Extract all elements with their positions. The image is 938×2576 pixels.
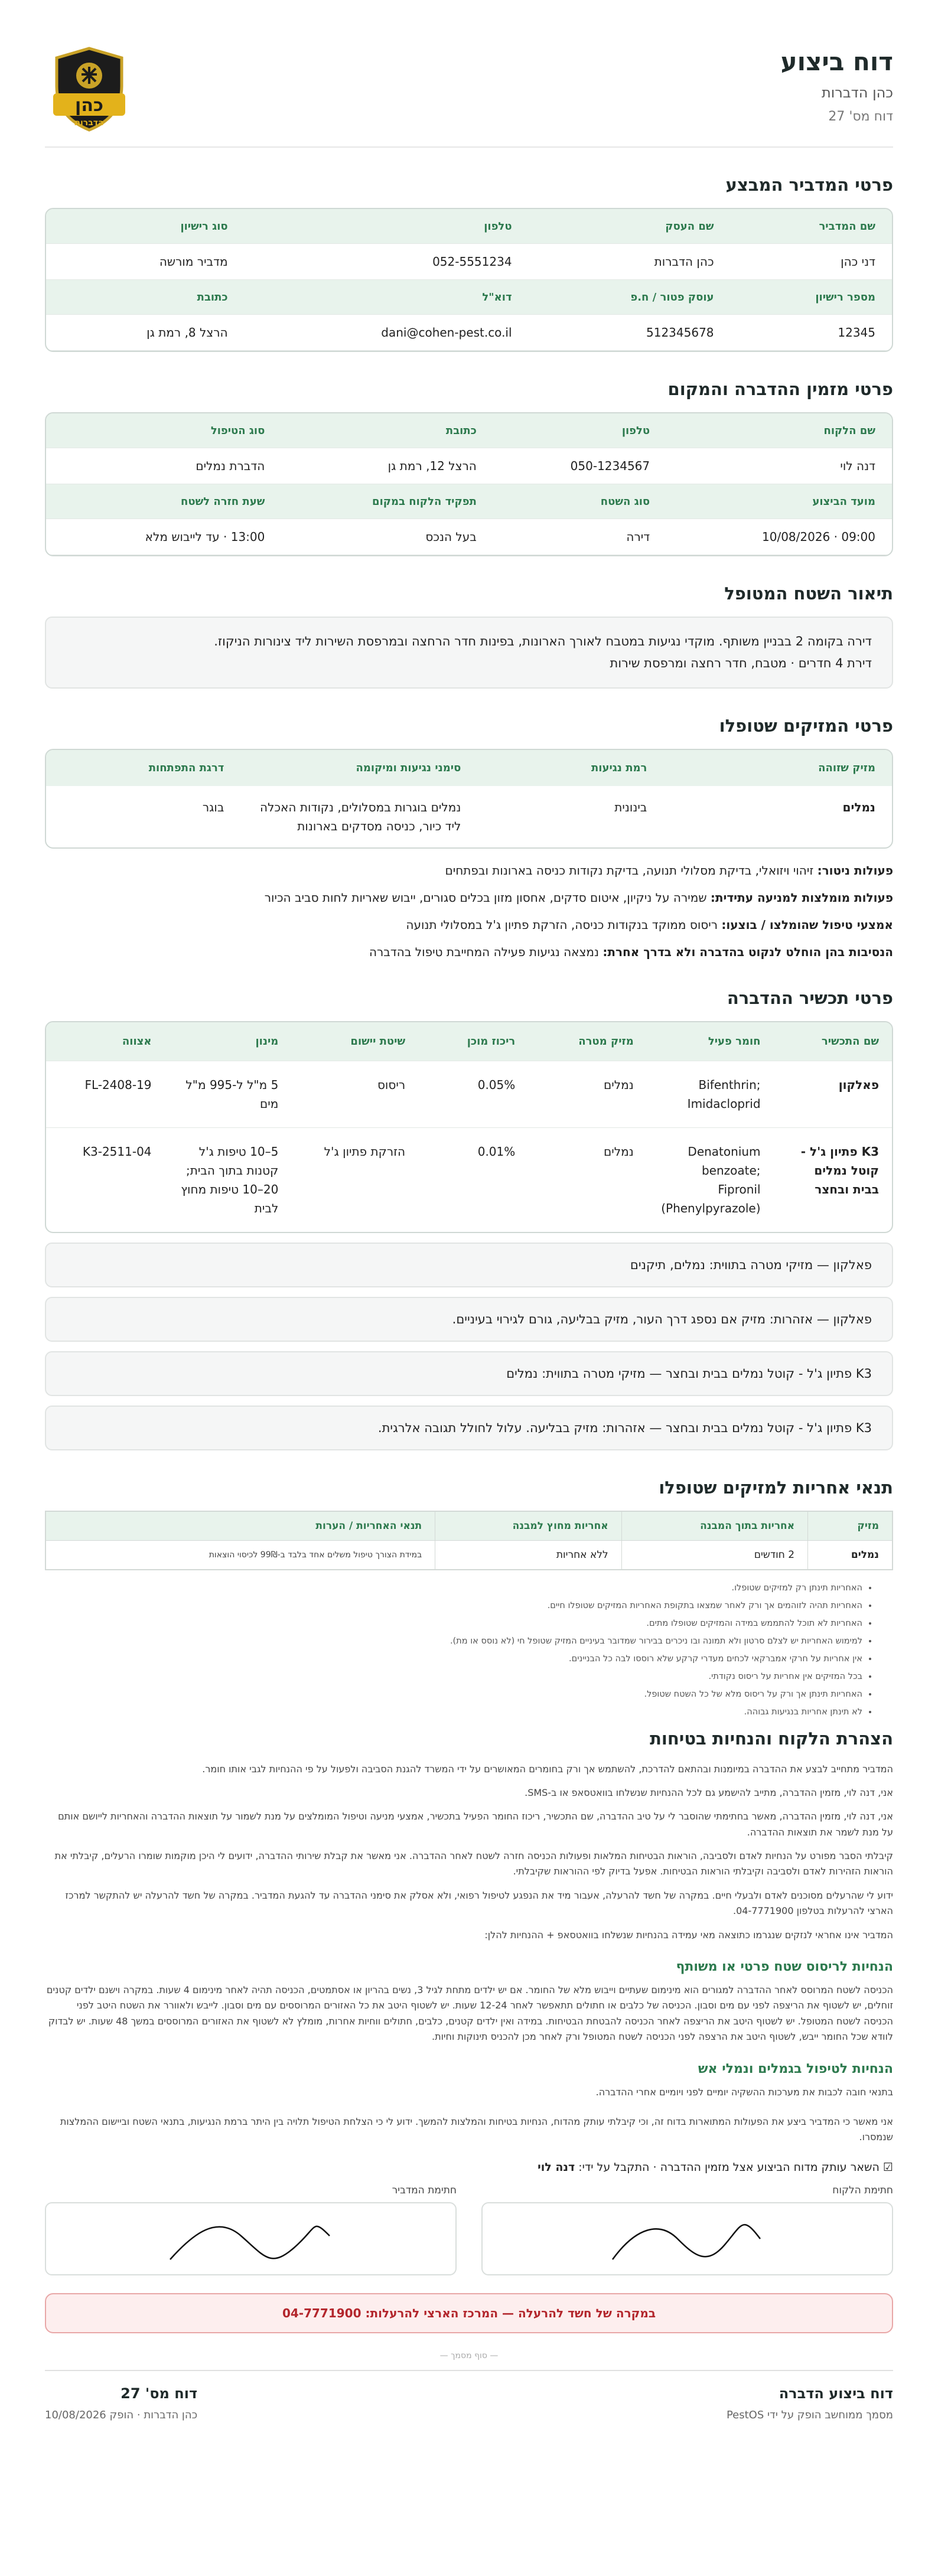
logo-subtext: הדברות [74,118,104,128]
declaration-paragraph: המדביר אינו אחראי לנזקים שנגרמו כתוצאה מאי עמידה בהנחיות שנשלחו בוואטסאפ + ההנחיות להלן: [484,1929,893,1941]
product-note: פאלקון — אזהרות: מזיק אם נספג דרך העור, מזיק בבליעה, גורם לגירוי בעיניים. [45,1297,893,1342]
detail-key: פעולות מומלצות למניעה עתידית: [710,890,893,905]
warranty-header: אחריות בתוך המבנה [621,1511,807,1541]
warranty-term: • האחריות לא תוכל להתממש במידה והמזיקים שטופלו מתים. [45,1619,862,1628]
operator-value: dani@cohen-pest.co.il [245,314,529,351]
operator-signature-label: חתימת המדביר [392,2184,457,2196]
pest-detail-circumstances [45,943,893,961]
pest-level: בינונית [614,800,647,814]
product-dose: 5 מ"ל ל-995 מ"ל מים [165,1061,292,1127]
company-logo [45,45,133,133]
operator-header: סוג רישיון [46,209,245,243]
client-header: שם הלקוח [666,413,892,448]
product-note: K3 פתיון ג'ל - קוטל נמלים בבית ובחצר — אזהרות: מזיק בבליעה. עלול לחולל תגובה אלרגית. [45,1406,893,1450]
warranty-notes: במידת הצורך טיפול משלים אחד בלבד ב-99₪ לכיסוי הוצאות [45,1540,435,1570]
copy-confirmation-text: ☑ השאר עותק מדוח הביצוע אצל מזמין ההדברה · התקבל על ידי: [575,2160,893,2174]
area-description-line: דירת 4 חדרים · מטבח, חדר רחצה ומרפסת שירות [610,656,872,670]
client-section-title: פרטי מזמין ההדברה והמקום [667,379,893,399]
warranty-outside: ללא אחריות [435,1540,621,1570]
product-method: הזרקת פתיון ג'ל [291,1127,418,1232]
warranty-section-title: תנאי אחריות למזיקים שטופלו [659,1477,893,1498]
pests-details [45,862,893,961]
client-signature-label: חתימת הלקוח [832,2184,893,2196]
operator-signature-pad[interactable] [45,2202,457,2275]
footer-doc-number: דוח מס' 27 [120,2385,198,2402]
pests-table [45,749,893,849]
warranty-table [45,1511,893,1570]
product-method: ריסוס [291,1061,418,1127]
document-title: דוח ביצוע [780,47,893,76]
warranty-term: • אין אחריות על חרקי אמברקאי לכחים מעדרי קרקע שלא רוססו לבה כל הבניינים. [45,1654,862,1664]
warranty-inside: 2 חודשים [621,1540,807,1570]
client-value: 13:00 · עד לייבוש מלא [46,519,281,555]
declaration-section-title: הצהרת הלקוח והנחיות בטיחות [650,1728,893,1749]
area-description-line: דירה בקומה 2 בבניין משותף. מוקדי נגיעות במטבח לאורך הארונות, בפינות חדר הרחצה ובמרפסת השירות ליד צינורות הניקוז. [214,634,872,648]
pests-header: סימני נגיעות ומיקומה [240,750,477,786]
pest-detail-prevention [45,889,893,907]
operator-value: מדביר מורשה [46,243,245,280]
client-value: 09:00 · 10/08/2026 [666,519,892,555]
detail-value: ריסוס ממוקד בנקודות כניסה, הזרקת פתיון ג'ל במסלולי תנועה [406,917,718,932]
declaration-paragraph: ידוע לי שהרעלים מסוכנים לאדם ולבעלי חיים. במקרה של חשד להרעלה, אעבור מיד את הנפגע לטיפול רפואי, ולא אסלק את סימני ההדברה עד להגעת המדביר. במקרה של חשד להרעלה יש להתקשר למרכז הארצי להרעלות בטלפון 04-7771900. [65,1889,893,1917]
pest-detail-treatment [45,916,893,934]
client-header: שעת חזרה לשטח [46,484,281,519]
warranty-term: • האחריות תינתן אך ורק על ריסוס מלא של כל השטח שטופל. [45,1690,862,1699]
client-header: תפקיד הלקוח במקום [281,484,493,519]
products-header: חומר פעיל [647,1022,774,1061]
operator-header: כתובת [46,280,245,314]
warranty-term: • בכל המזיקים אין אחריות על ריסוס נקודתי. [45,1672,862,1681]
product-note: K3 פתיון ג'ל - קוטל נמלים בבית ובחצר — מזיקי מטרה בתווית: נמלים [45,1351,893,1396]
footer-generator: מסמך ממוחשב הופק על ידי PestOS [726,2408,893,2421]
pest-signs: נמלים בוגרות במסלולים, נקודות האכלה ליד כיור, כניסה מסדקים בארונות [260,800,461,833]
product-dose: 5–10 טיפות ג'ל קטנות בתוך הבית; 20–10 טיפות מחוץ לבית [165,1127,292,1232]
product-name: פאלקון [774,1061,892,1127]
signatures [45,2184,893,2275]
operator-value: 052-5551234 [245,243,529,280]
products-header: אצווה [46,1022,165,1061]
spray-instructions-title: הנחיות לריסוס שטח פרטי או משותף [676,1959,893,1975]
operator-signature-stroke [170,2226,330,2259]
client-value: דנה לוי [666,448,892,484]
warranty-term: • לא תינתן אחריות בנגיעות גבוהה. [45,1707,862,1717]
product-active: Bifenthrin; Imidacloprid [647,1061,774,1127]
operator-header: טלפון [245,209,529,243]
declaration-paragraph: אני, דנה לוי, מזמין ההדברה, מאשר בחתימתי שהוסבר לי על טיב ההדברה, שם התכשיר, ריכוז החומר הפעיל בתכשיר, אמצעי מניעה וטיפול המומלצים על מנת לשמור על תוצאות ההדברה והאחריות לייושם אותם על מנת לשמר את תוצאות ההדברה. [58,1811,893,1838]
detail-value: שמירה על ניקיון, איטום סדקים, אחסון מזון בכלים סגורים, ייבוש שאריות לחות סביב הכיור [264,890,707,905]
area-description [45,617,893,689]
client-value: הדברת נמלים [46,448,281,484]
client-value: בעל הנכס [281,519,493,555]
client-value: הרצל 12, רמת גן [281,448,493,484]
detail-value: זיהוי ויזואלי, בדיקת מסלולי תנועה, בדיקת נקודות כניסה בארונות ובפתחים [445,863,814,878]
operator-header: שם העסק [529,209,731,243]
copy-confirmation [45,2161,893,2174]
operator-value: 512345678 [529,314,731,351]
detail-value: נמצאה נגיעות פעילה המחייבת טיפול בהדברה [369,944,599,959]
product-batch: FL-2408-19 [46,1061,165,1127]
warranty-terms-list [45,1583,893,1717]
pest-name: נמלים [842,800,875,814]
operator-value: כהן הדברות [529,243,731,280]
product-active: Denatonium benzoate; Fipronil (Phenylpyrazole) [647,1127,774,1232]
product-target: נמלים [528,1127,646,1232]
header-text [781,35,893,124]
spray-instructions-text: הכניסה לשטח המרוסס לאחר ההדברה למגורים הוא מינימום שעתיים וייבוש מלא של החומר. אם יש ילדים מתחת לגיל 3, נשים בהריון או אסתמטים, הכניסה תהיה לאחר מינימום 4 שעות. במקרה וישנם ילדים קטנים זוחלים, יש לשטוף את הריצפה לפני עם מים וסבון. הכניסה של כלבים או חתולים תתאפשר לאחר 12-24 שעות. יש לשטוף היטב את כל האזורים המרוססים עם מים וסבון. לייבש ולאוורר את השטח היטב לפני הכניסה לשטח המטופל. יש לשטוף היטב את הריצפה לאחר הכניסה להבטחת הבטיחות. במידה ואין ילדים קטנים, כלבים, חתולים ווחיות אחרות, מומלץ לא לשטוף את האזורים המרוססים במשך 48 שעות. יש לבדוק לוודא שכל החומר ייבש, לשטוף היטב את הרצפה לפני הכניסה לשטח המטופל ורק לאחר מכן להכניס תינוקות וחיות. [46,1984,893,2043]
products-section-title: פרטי תכשיר ההדברה [727,987,893,1008]
products-header: שם התכשיר [774,1022,892,1061]
warranty-term: • למימוש האחריות יש לצלם סרטון ולא תמונה ובו ניכרים בבירור שמדובר בעיניים המזיק שטופל חי (לא נוסס או מת). [45,1636,862,1646]
area-section-title: תיאור השטח המטופל [724,583,893,604]
operator-signature [45,2184,457,2275]
client-table [45,412,893,556]
fire-ant-instructions-title: הנחיות לטיפול בגמלים ונמלי אש [698,2061,893,2076]
declaration-paragraph: קיבלתי הסבר מפורט על הנחיות לאדם ולסביבה, הוראות הבטיחות המלאות ופעולות הכניסה חזרה לשטח לאחר ההדברה. אני מאשר את קבלת שירותי ההדברה, ידועים לי היכן מוקמות שומרו הרעלים, קיבלתי את הוראות הזהירות לאדם ולסביבה וקיבלתי הוראות הבטיחות. אפעל בדיוק לפי ההוראות שקיבלתי. [54,1850,893,1877]
products-header: ריכוז מוכן [418,1022,528,1061]
product-concentration: 0.05% [418,1061,528,1127]
products-table [45,1021,893,1233]
operator-value: 12345 [731,314,892,351]
detail-key: פעולות ניטור: [817,863,893,878]
business-name: כהן הדברות [821,84,893,101]
client-signature-stroke [613,2225,760,2259]
footer-right [727,2385,893,2421]
client-header: כתובת [281,413,493,448]
document-footer [45,2370,893,2421]
logo-text: כהן [75,95,103,116]
pests-header: דרגת התפתחות [46,750,240,786]
warranty-header: אחריות מחוץ למבנה [435,1511,621,1541]
declaration-paragraph: המדביר מתחייב לבצע את ההדברה במיומנות ובהתאם להדרכת, להשתמש אך ורק בחומרים המאושרים על ידי המשרד להגנת הסביבה ולפעול על פי ההנחיות לגבי אותו חומר. [202,1763,893,1775]
client-signature-pad[interactable] [481,2202,893,2275]
document-header [45,35,893,148]
client-header: טלפון [493,413,666,448]
declaration-paragraph: אני, דנה לוי, מזמין ההדברה, מתייב להישמע גם לכל ההנחיות שנשלחו בוואטסאפ או ב-SMS. [525,1786,893,1798]
client-signature [481,2184,893,2275]
operator-table [45,208,893,352]
pest-stage: בוגר [202,800,224,814]
warranty-term: • האחריות תינתן רק למזיקים שטופלו. [45,1583,862,1593]
declaration-closing: אני מאשר כי המדביר ביצע את הפעולות המתוארות בדוח זה, וכי קיבלתי עותק מהדוח, הנחיות בטיחות והמלצות להמשך. ידוע לי כי הצלחת הטיפול תלויה בין היתר ברמת הנגיעות, בתנאי השטח וביישום ההמלצות שנמסרו. [60,2115,893,2143]
operator-header: מספר רישיון [731,280,892,314]
product-row [46,1127,892,1232]
pests-header: מזיק שזוהה [663,750,892,786]
operator-section-title: פרטי המדביר המבצע [725,175,893,195]
end-of-document: — סוף מסמך — [439,2350,499,2360]
warranty-header: מזיק [808,1511,893,1541]
operator-value: דני כהן [731,243,892,280]
fire-ant-instructions-text: בתנאי חובה לכבות את מערכות ההשקיה יומיים לפני ויומיים אחרי ההדברה. [595,2086,893,2098]
footer-issued: כהן הדברות · הופק 10/08/2026 [45,2408,198,2421]
operator-header: דוא"ל [245,280,529,314]
poison-alert: במקרה של חשד להרעלה — המרכז הארצי להרעלות: 04-7771900 [45,2293,893,2333]
footer-left [45,2385,197,2421]
product-name: K3 פתיון ג'ל - קוטל נמלים בבית ובחצר [774,1127,892,1232]
product-batch: K3-2511-04 [46,1127,165,1232]
pests-section-title: פרטי המזיקים שטופלו [719,715,893,736]
client-value: דירה [493,519,666,555]
products-header: מינון [165,1022,292,1061]
operator-header: שם המדביר [731,209,892,243]
product-target: נמלים [528,1061,646,1127]
warranty-term: • האחריות תהיה לזוהמים אך ורק לאחר שמצאו בתקופת האחריות המזיקים שטופלו חיים. [45,1601,862,1610]
products-header: שיטת יישום [291,1022,418,1061]
detail-key: הנסיבות בהן הוחלט לנקוט בהדברה ולא בדרך אחרת: [602,944,893,959]
warranty-header: תנאי האחריות / הערות [45,1511,435,1541]
warranty-pest: נמלים [808,1540,893,1570]
products-header: מזיק מטרה [528,1022,646,1061]
operator-header: עוסק פטור / ח.פ [529,280,731,314]
client-header: סוג השטח [493,484,666,519]
product-row [46,1061,892,1127]
client-header: מועד הביצוע [666,484,892,519]
client-value: 050-1234567 [493,448,666,484]
pests-header: רמת נגיעות [477,750,663,786]
pest-detail-monitoring [45,862,893,879]
product-concentration: 0.01% [418,1127,528,1232]
footer-title: דוח ביצוע הדברה [779,2385,893,2402]
product-note: פאלקון — מזיקי מטרה בתווית: נמלים, תיקנים [45,1243,893,1287]
document-number: דוח מס' 27 [828,109,893,124]
detail-key: אמצעי טיפול שהומלצו / בוצעו: [721,917,893,932]
copy-confirmation-name: דנה לוי [538,2160,575,2174]
operator-value: הרצל 8, רמת גן [46,314,245,351]
client-header: סוג הטיפול [46,413,281,448]
